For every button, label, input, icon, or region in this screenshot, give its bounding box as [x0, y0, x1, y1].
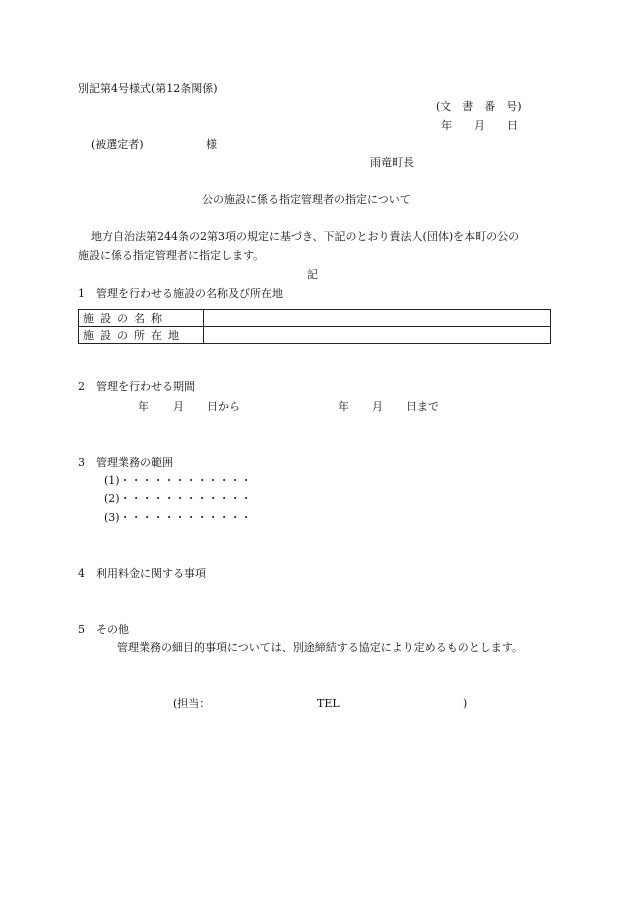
ki-marker: 記 [307, 268, 318, 281]
contact-open: (担当： [173, 697, 211, 710]
section-5-text: 管理業務の細目的事項については、別途締結する協定により定めるものとします。 [117, 641, 523, 654]
document-title: 公の施設に係る指定管理者の指定について [202, 193, 411, 206]
facility-name-value [204, 310, 551, 327]
facility-name-label: 施設の名称 [79, 310, 204, 327]
list-item: (2)・・・・・・・・・・・・ [104, 492, 252, 505]
addressee: (被選定者) [91, 138, 144, 151]
contact-tel-label: TEL [317, 697, 340, 710]
honorific: 様 [206, 138, 217, 151]
period-to-year: 年 [338, 400, 349, 413]
period-to-month: 月 [372, 400, 383, 413]
facility-location-value [204, 327, 551, 344]
period-from-year: 年 [138, 400, 149, 413]
section-2-heading: 2 管理を行わせる期間 [78, 380, 195, 393]
period-to-day: 日まで [406, 400, 439, 413]
section-5-heading: 5 その他 [78, 623, 129, 636]
table-row [79, 327, 551, 344]
facility-table [78, 309, 551, 344]
sender: 雨竜町長 [370, 156, 414, 169]
list-item: (3)・・・・・・・・・・・・ [104, 511, 252, 524]
section-1-heading: 1 管理を行わせる施設の名称及び所在地 [78, 287, 283, 300]
section-4-heading: 4 利用料金に関する事項 [78, 567, 206, 580]
body-text-line-2: 施設に係る指定管理者に指定します。 [78, 249, 265, 262]
period-from-month: 月 [173, 400, 184, 413]
issue-date: 年 月 日 [441, 119, 518, 132]
period-from-day: 日から [207, 400, 240, 413]
table-row [79, 310, 551, 327]
body-text-line-1: 地方自治法第244条の2第3項の規定に基づき、下記のとおり貴法人(団体)を本町の公の [91, 230, 520, 243]
list-item: (1)・・・・・・・・・・・・ [104, 474, 252, 487]
document-number: (文 書 番 号) [436, 100, 522, 113]
form-label: 別記第4号様式(第12条関係) [78, 82, 218, 95]
section-3-heading: 3 管理業務の範囲 [78, 456, 173, 469]
contact-close: ) [463, 697, 468, 710]
facility-location-label: 施設の所在地 [79, 327, 204, 344]
